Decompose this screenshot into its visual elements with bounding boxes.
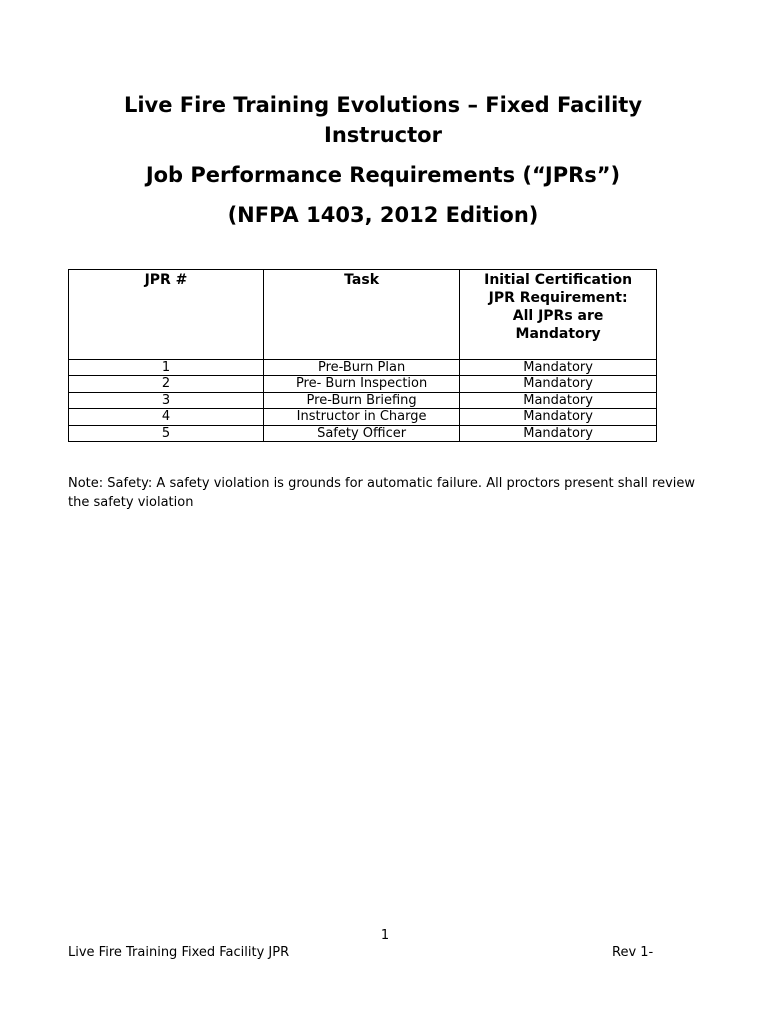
cell-task: Instructor in Charge xyxy=(263,409,459,425)
cell-requirement: Mandatory xyxy=(460,409,657,425)
title-subtitle: Job Performance Requirements (“JPRs”) xyxy=(145,163,621,187)
cell-jpr-number: 2 xyxy=(69,376,264,392)
page-number: 1 xyxy=(380,928,390,943)
cell-jpr-number: 5 xyxy=(69,425,264,441)
footer-document-name: Live Fire Training Fixed Facility JPR xyxy=(68,945,290,960)
footer-revision: Rev 1- xyxy=(612,945,654,960)
table-row xyxy=(69,425,657,441)
safety-note: Note: Safety: A safety violation is grounds for automatic failure. All proctors present shall review the safety violation xyxy=(68,476,696,510)
cell-requirement: Mandatory xyxy=(460,376,657,392)
table-header-row xyxy=(69,270,657,360)
header-task: Task xyxy=(263,270,459,360)
header-jpr-number: JPR # xyxy=(69,270,264,360)
cell-task: Pre-Burn Plan xyxy=(263,360,459,376)
jpr-table xyxy=(68,269,657,442)
title-edition: (NFPA 1403, 2012 Edition) xyxy=(227,203,539,227)
cell-requirement: Mandatory xyxy=(460,360,657,376)
table-row xyxy=(69,409,657,425)
table-row xyxy=(69,392,657,408)
cell-jpr-number: 3 xyxy=(69,392,264,408)
cell-jpr-number: 1 xyxy=(69,360,264,376)
cell-jpr-number: 4 xyxy=(69,409,264,425)
document-title xyxy=(68,90,698,230)
cell-requirement: Mandatory xyxy=(460,425,657,441)
cell-task: Pre- Burn Inspection xyxy=(263,376,459,392)
header-requirement-text: Initial Certification JPR Requirement: All JPRs are Mandatory xyxy=(484,272,633,342)
table-row xyxy=(69,360,657,376)
header-requirement xyxy=(460,270,657,360)
table-row xyxy=(69,376,657,392)
title-main: Live Fire Training Evolutions – Fixed Facility Instructor xyxy=(123,93,643,147)
cell-requirement: Mandatory xyxy=(460,392,657,408)
cell-task: Safety Officer xyxy=(263,425,459,441)
cell-task: Pre-Burn Briefing xyxy=(263,392,459,408)
